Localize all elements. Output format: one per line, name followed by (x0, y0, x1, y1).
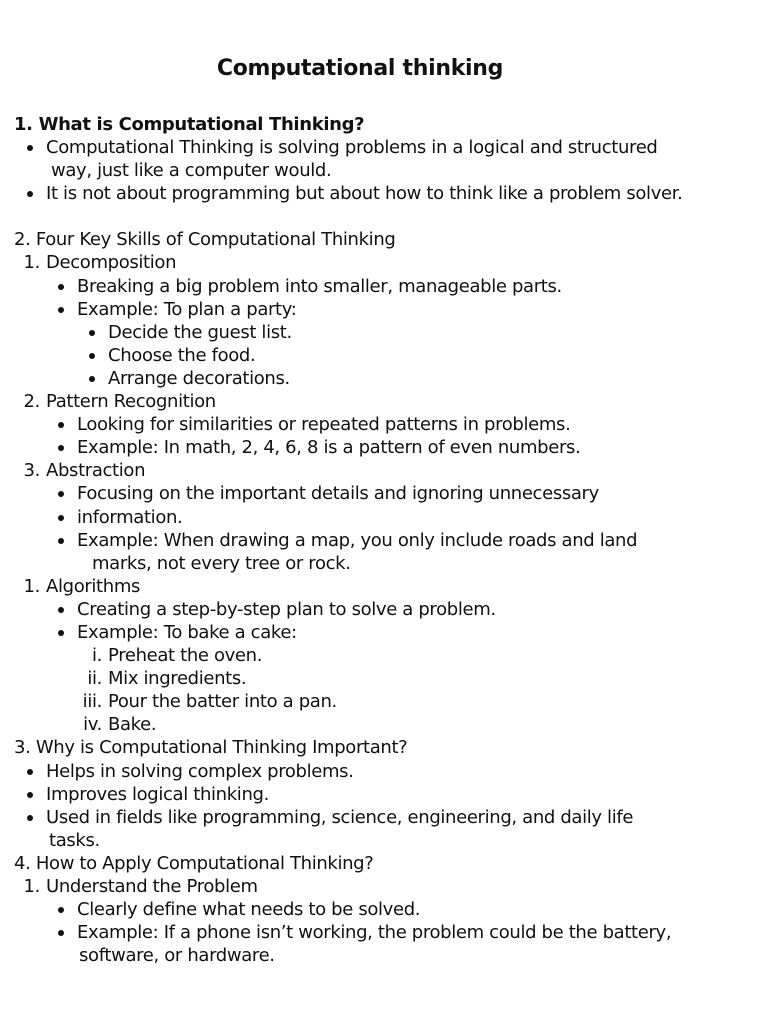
sub-bullet-text: Choose the food. (108, 344, 256, 366)
list-item (0, 806, 768, 829)
skill-label: Pattern Recognition (46, 391, 216, 413)
bullet-text: Focusing on the important details and ignoring unnecessary (77, 483, 599, 505)
bullet-icon (89, 353, 95, 359)
step-text: Preheat the oven. (108, 645, 263, 667)
list-number: 3. (23, 460, 40, 482)
list-item (0, 182, 768, 205)
list-number: 1. (23, 575, 40, 597)
bullet-icon (27, 145, 33, 151)
list-item (0, 713, 768, 736)
list-item (0, 921, 768, 944)
step-text: Pour the batter into a pan. (108, 691, 337, 713)
list-number: 2. (23, 391, 40, 413)
list-item (0, 136, 768, 159)
bullet-icon (58, 445, 64, 451)
bullet-icon (58, 630, 64, 636)
list-item (0, 760, 768, 783)
roman-numeral: iv. (83, 714, 102, 736)
list-item (0, 898, 768, 921)
section-1-heading-line (0, 113, 768, 136)
section-2-heading: 2. Four Key Skills of Computational Thinking (14, 229, 396, 251)
bullet-text: tasks. (49, 829, 100, 851)
step-text: Mix ingredients. (108, 668, 247, 690)
bullet-icon (58, 907, 64, 913)
list-item (0, 482, 768, 505)
list-item (0, 690, 768, 713)
list-item (0, 529, 768, 552)
section-1-heading: 1. What is Computational Thinking? (14, 114, 365, 135)
bullet-text: Example: To plan a party: (77, 298, 297, 320)
sub-bullet-text: Arrange decorations. (108, 367, 290, 389)
sub-bullet-text: Decide the guest list. (108, 321, 292, 343)
skill-label: Algorithms (46, 575, 141, 597)
bullet-text: marks, not every tree or rock. (92, 552, 351, 574)
bullet-text: Used in fields like programming, science, engineering, and daily life (46, 806, 634, 828)
bullet-icon (27, 792, 33, 798)
step-understand-problem (0, 875, 768, 898)
list-item (0, 321, 768, 344)
list-number: 1. (23, 252, 40, 274)
document-title: Computational thinking (216, 56, 504, 81)
bullet-icon (58, 515, 64, 521)
bullet-text: way, just like a computer would. (51, 160, 332, 182)
bullet-icon (89, 330, 95, 336)
bullet-text: Clearly define what needs to be solved. (77, 899, 421, 921)
section-3-heading-line (0, 736, 768, 759)
bullet-icon (58, 307, 64, 313)
list-item (0, 413, 768, 436)
list-item (0, 598, 768, 621)
step-label: Understand the Problem (46, 876, 258, 897)
section-2-heading-line (0, 228, 768, 251)
document-body (0, 113, 768, 967)
bullet-icon (58, 607, 64, 613)
spacer (0, 205, 768, 228)
roman-numeral: i. (91, 645, 102, 667)
skill-pattern-recognition (0, 390, 768, 413)
bullet-text: Example: If a phone isn’t working, the problem could be the battery, (77, 922, 672, 944)
list-item (0, 344, 768, 367)
skill-decomposition (0, 251, 768, 274)
skill-abstraction (0, 459, 768, 482)
bullet-text: Creating a step-by-step plan to solve a problem. (77, 598, 496, 620)
list-item (0, 275, 768, 298)
skill-label: Decomposition (46, 252, 177, 274)
list-item (0, 367, 768, 390)
list-item (0, 298, 768, 321)
bullet-icon (89, 376, 95, 382)
bullet-icon (58, 930, 64, 936)
bullet-text: Computational Thinking is solving problems in a logical and structured (46, 137, 658, 159)
step-text: Bake. (108, 714, 157, 736)
bullet-icon (58, 538, 64, 544)
list-item-continuation (0, 552, 768, 575)
list-item (0, 506, 768, 529)
bullet-text: Helps in solving complex problems. (46, 760, 354, 782)
skill-algorithms (0, 575, 768, 598)
bullet-text: Breaking a big problem into smaller, manageable parts. (77, 275, 562, 297)
bullet-text: software, or hardware. (79, 945, 275, 967)
bullet-icon (27, 191, 33, 197)
list-item (0, 667, 768, 690)
list-item-continuation (0, 829, 768, 852)
skill-label: Abstraction (46, 460, 146, 482)
section-4-heading: 4. How to Apply Computational Thinking? (14, 852, 374, 874)
bullet-text: Example: To bake a cake: (77, 621, 297, 643)
section-3-heading: 3. Why is Computational Thinking Important? (14, 737, 408, 759)
section-4-heading-line (0, 852, 768, 875)
bullet-text: Example: In math, 2, 4, 6, 8 is a pattern of even numbers. (77, 437, 581, 459)
bullet-text: Improves logical thinking. (46, 783, 269, 805)
list-item (0, 783, 768, 806)
bullet-text: information. (77, 506, 183, 528)
bullet-icon (58, 422, 64, 428)
list-item (0, 436, 768, 459)
bullet-icon (58, 491, 64, 497)
bullet-icon (27, 815, 33, 821)
list-item-continuation (0, 159, 768, 182)
list-item (0, 621, 768, 644)
bullet-text: Example: When drawing a map, you only include roads and land (77, 529, 638, 551)
bullet-text: It is not about programming but about how to think like a problem solver. (46, 183, 683, 205)
roman-numeral: ii. (87, 668, 102, 690)
bullet-text: Looking for similarities or repeated patterns in problems. (77, 414, 571, 436)
list-item-continuation (0, 944, 768, 967)
list-item (0, 644, 768, 667)
list-number: 1. (23, 876, 40, 897)
bullet-icon (27, 769, 33, 775)
roman-numeral: iii. (82, 691, 102, 713)
bullet-icon (58, 284, 64, 290)
